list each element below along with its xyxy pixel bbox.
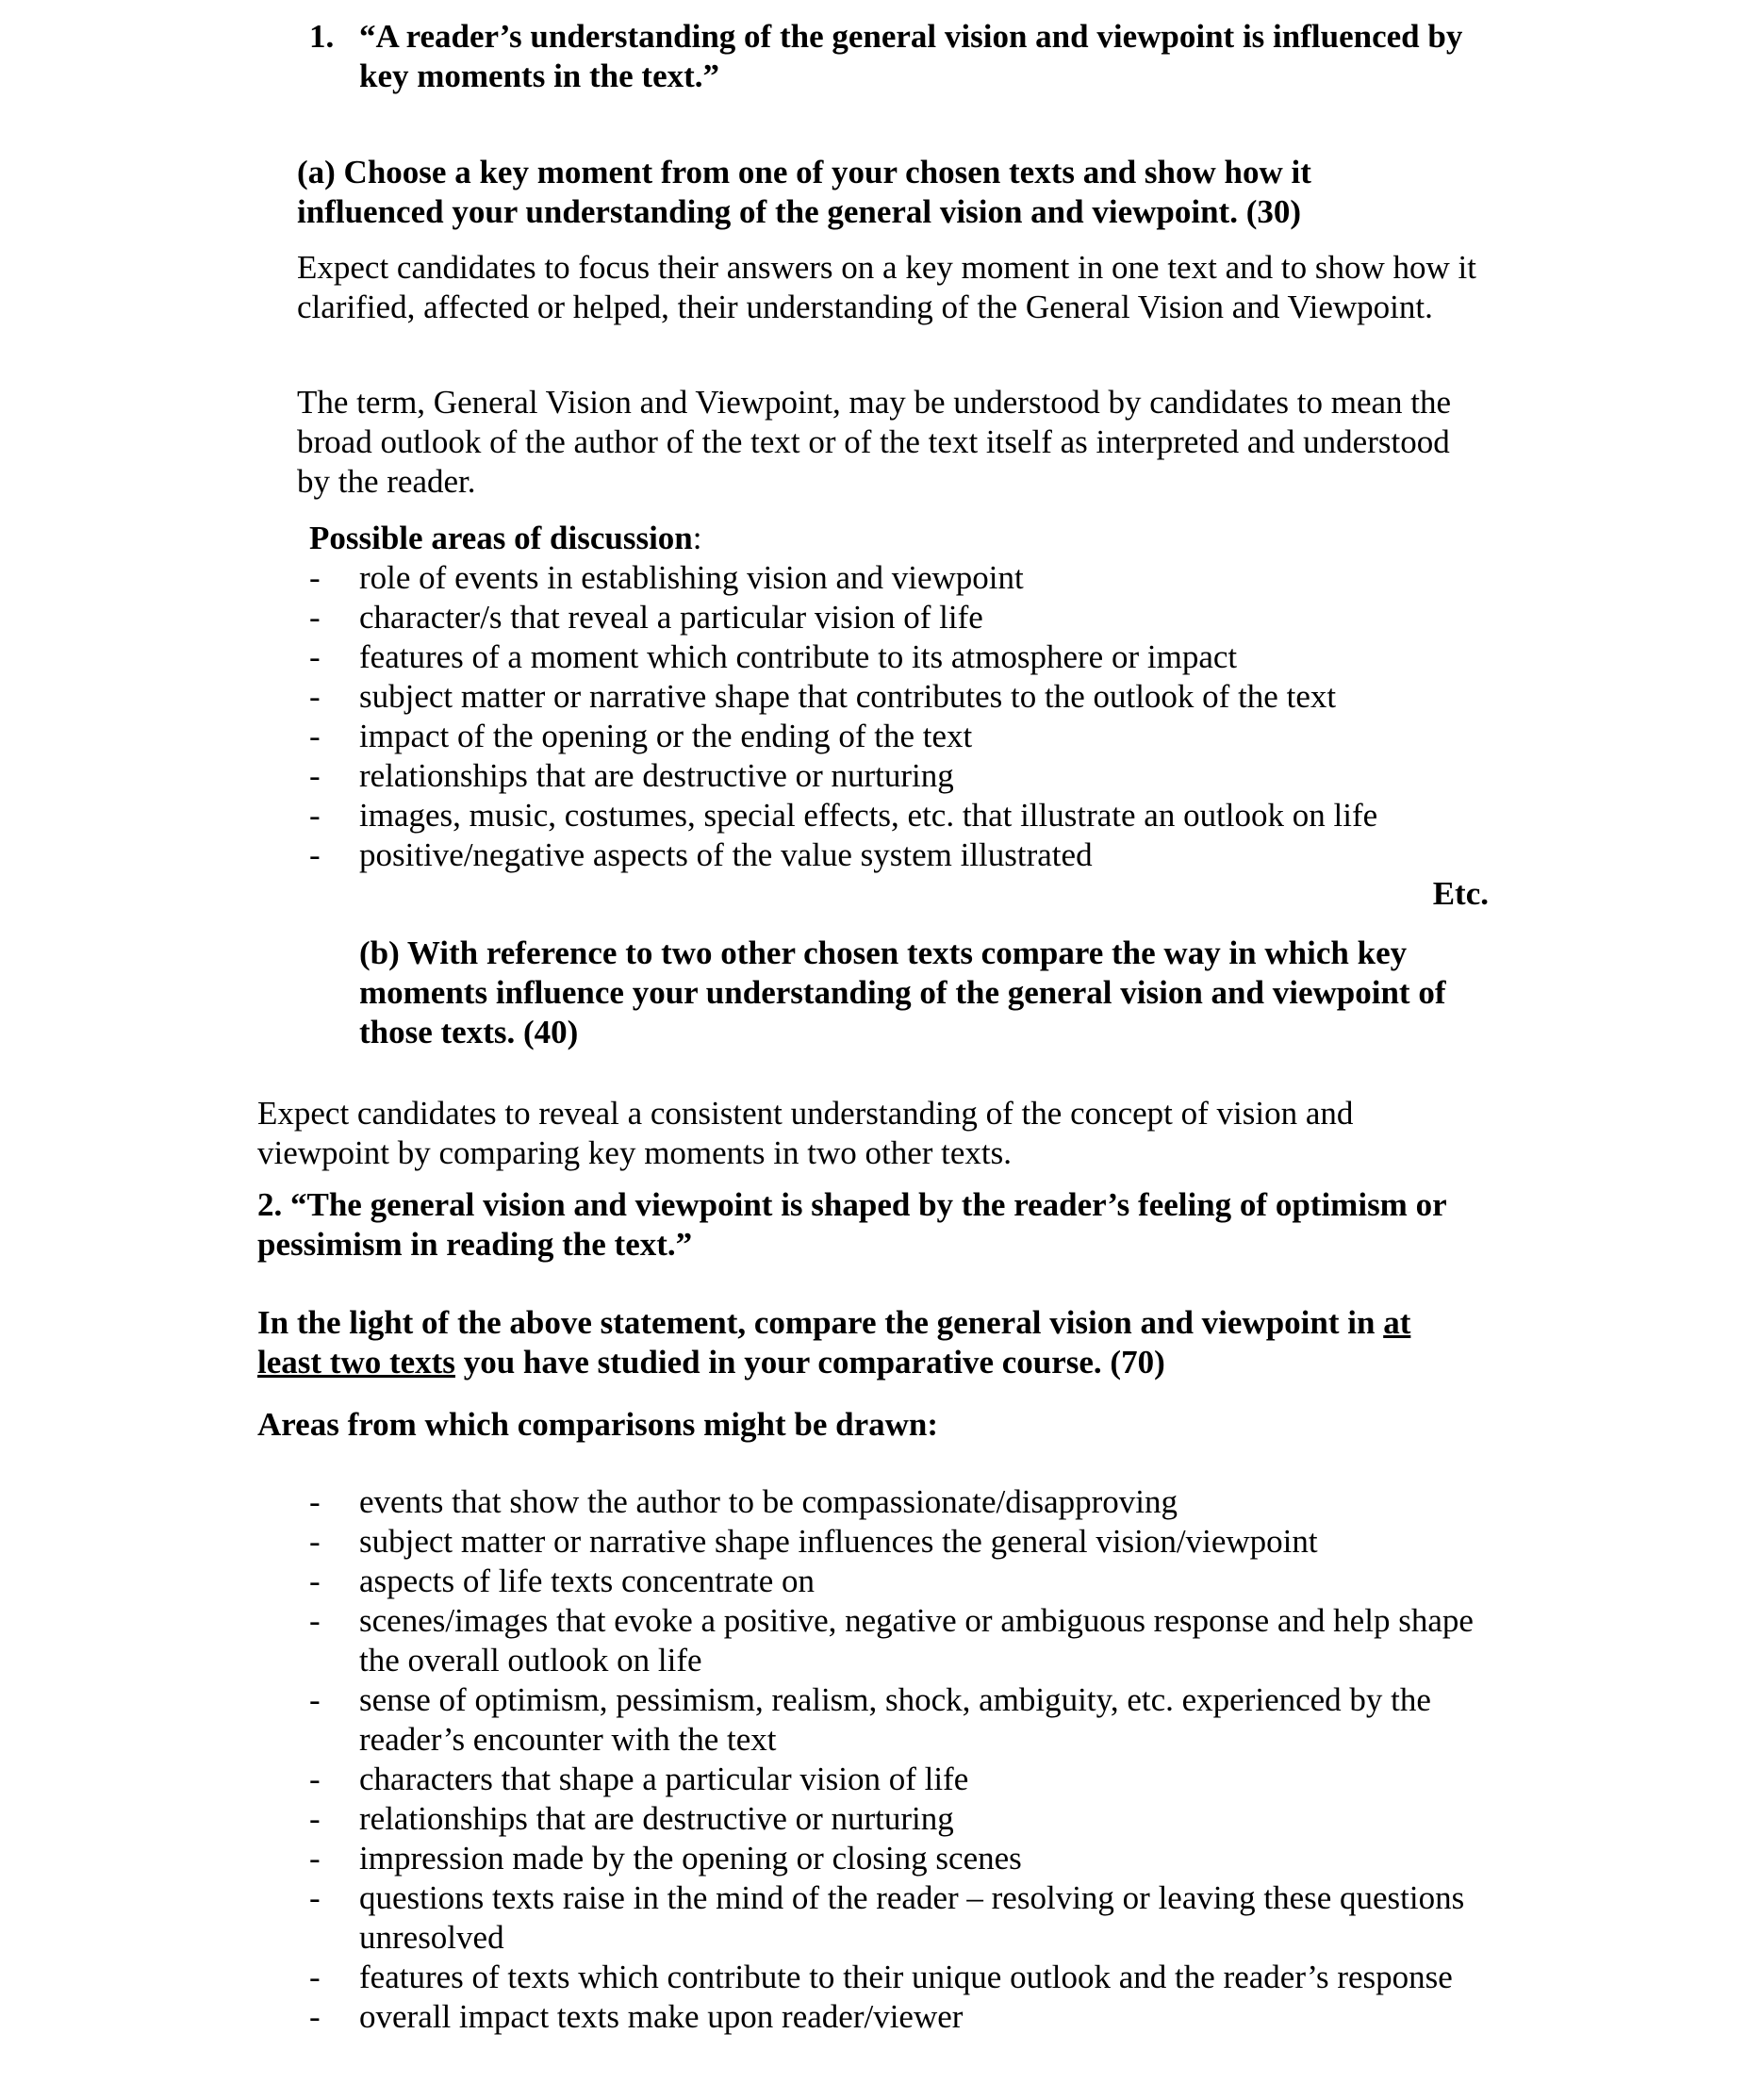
list-item (309, 598, 1497, 637)
list-item (309, 1601, 1497, 1680)
part-a-paragraph-2: The term, General Vision and Viewpoint, may be understood by candidates to mean the broad outlook of the author of the text or of the text itself as interpreted and understood by the reader. (297, 384, 1452, 500)
list-item-text: impression made by the opening or closing scenes (359, 1840, 1022, 1877)
list-item (309, 1482, 1497, 1522)
list-item-text: images, music, costumes, special effects, etc. that illustrate an outlook on life (359, 797, 1378, 834)
dash-bullet: - (309, 797, 321, 834)
question-1-statement (309, 17, 1497, 96)
list-item-text: character/s that reveal a particular vision of life (359, 599, 983, 636)
possible-areas-list (309, 558, 1497, 875)
dash-bullet: - (309, 1998, 321, 2035)
comparison-areas-list (309, 1482, 1497, 2037)
list-item (309, 756, 1497, 796)
part-a-paragraph-1: Expect candidates to focus their answers on a key moment in one text and to show how it clarified, affected or helped, their understanding of the General Vision and Viewpoint. (297, 249, 1476, 325)
list-item (309, 1799, 1497, 1839)
list-item-text: features of a moment which contribute to its atmosphere or impact (359, 638, 1238, 675)
etc-label: Etc. (1432, 875, 1489, 912)
dash-bullet: - (309, 1840, 321, 1877)
prompt-underlined: at least two texts (257, 1304, 1411, 1381)
prompt-text-end: you have studied in your comparative course. (70) (454, 1344, 1165, 1381)
statement-text: “A reader’s understanding of the general vision and viewpoint is influenced by key moments in the text.” (359, 18, 1463, 94)
list-item-text: subject matter or narrative shape that contributes to the outlook of the text (359, 678, 1337, 715)
list-item (309, 558, 1497, 598)
list-item-text: events that show the author to be compassionate/disapproving (359, 1483, 1178, 1520)
list-item-text: sense of optimism, pessimism, realism, shock, ambiguity, etc. experienced by the reader’s encounter with the text (359, 1681, 1431, 1758)
question-number: 1. (309, 18, 335, 55)
dash-bullet: - (309, 1483, 321, 1520)
dash-bullet: - (309, 757, 321, 794)
dash-bullet: - (309, 559, 321, 596)
list-item-text: overall impact texts make upon reader/viewer (359, 1998, 964, 2035)
list-item (309, 717, 1497, 756)
dash-bullet: - (309, 599, 321, 636)
dash-bullet: - (309, 1523, 321, 1560)
question-2-prompt (257, 1303, 1483, 1382)
areas-heading-text: Possible areas of discussion (309, 520, 693, 556)
prompt-text: In the light of the above statement, compare the general vision and viewpoint in (257, 1304, 1384, 1341)
dash-bullet: - (309, 1602, 321, 1639)
list-item-text: relationships that are destructive or nurturing (359, 1800, 954, 1837)
list-item-text: characters that shape a particular vision of life (359, 1761, 969, 1797)
part-b-prompt: (b) With reference to two other chosen texts compare the way in which key moments influence your understanding of the general vision and viewpoint of those texts. (40) (359, 934, 1446, 1050)
list-item-text: scenes/images that evoke a positive, negative or ambiguous response and help shape the overall outlook on life (359, 1602, 1474, 1678)
list-item-text: relationships that are destructive or nurturing (359, 757, 954, 794)
list-item-text: subject matter or narrative shape influences the general vision/viewpoint (359, 1523, 1318, 1560)
list-item (309, 1760, 1497, 1799)
dash-bullet: - (309, 1563, 321, 1599)
list-item-text: positive/negative aspects of the value system illustrated (359, 836, 1093, 873)
dash-bullet: - (309, 718, 321, 754)
list-item (309, 677, 1497, 717)
dash-bullet: - (309, 836, 321, 873)
dash-bullet: - (309, 1959, 321, 1995)
list-item (309, 1839, 1497, 1878)
list-item (309, 835, 1497, 875)
list-item-text: aspects of life texts concentrate on (359, 1563, 815, 1599)
list-item (309, 1562, 1497, 1601)
dash-bullet: - (309, 678, 321, 715)
list-item (309, 1878, 1497, 1958)
question-2-statement: 2. “The general vision and viewpoint is shaped by the reader’s feeling of optimism or pessimism in reading the text.” (257, 1186, 1446, 1263)
colon: : (692, 520, 702, 556)
list-item (309, 796, 1497, 835)
part-a-prompt: (a) Choose a key moment from one of your chosen texts and show how it influenced your understanding of the general vision and viewpoint. (30) (297, 154, 1311, 230)
comparison-areas-heading: Areas from which comparisons might be drawn: (257, 1406, 939, 1443)
list-item (309, 1680, 1497, 1760)
dash-bullet: - (309, 1800, 321, 1837)
list-item-text: impact of the opening or the ending of the text (359, 718, 973, 754)
list-item-text: role of events in establishing vision and viewpoint (359, 559, 1024, 596)
dash-bullet: - (309, 638, 321, 675)
dash-bullet: - (309, 1761, 321, 1797)
dash-bullet: - (309, 1681, 321, 1718)
part-b-paragraph: Expect candidates to reveal a consistent understanding of the concept of vision and viewpoint by comparing key moments in two other texts. (257, 1095, 1354, 1171)
list-item (309, 637, 1497, 677)
list-item-text: questions texts raise in the mind of the reader – resolving or leaving these questions unresolved (359, 1879, 1465, 1956)
list-item (309, 1958, 1497, 1997)
dash-bullet: - (309, 1879, 321, 1916)
possible-areas-heading (309, 519, 702, 558)
list-item-text: features of texts which contribute to their unique outlook and the reader’s response (359, 1959, 1453, 1995)
list-item (309, 1997, 1497, 2037)
list-item (309, 1522, 1497, 1562)
